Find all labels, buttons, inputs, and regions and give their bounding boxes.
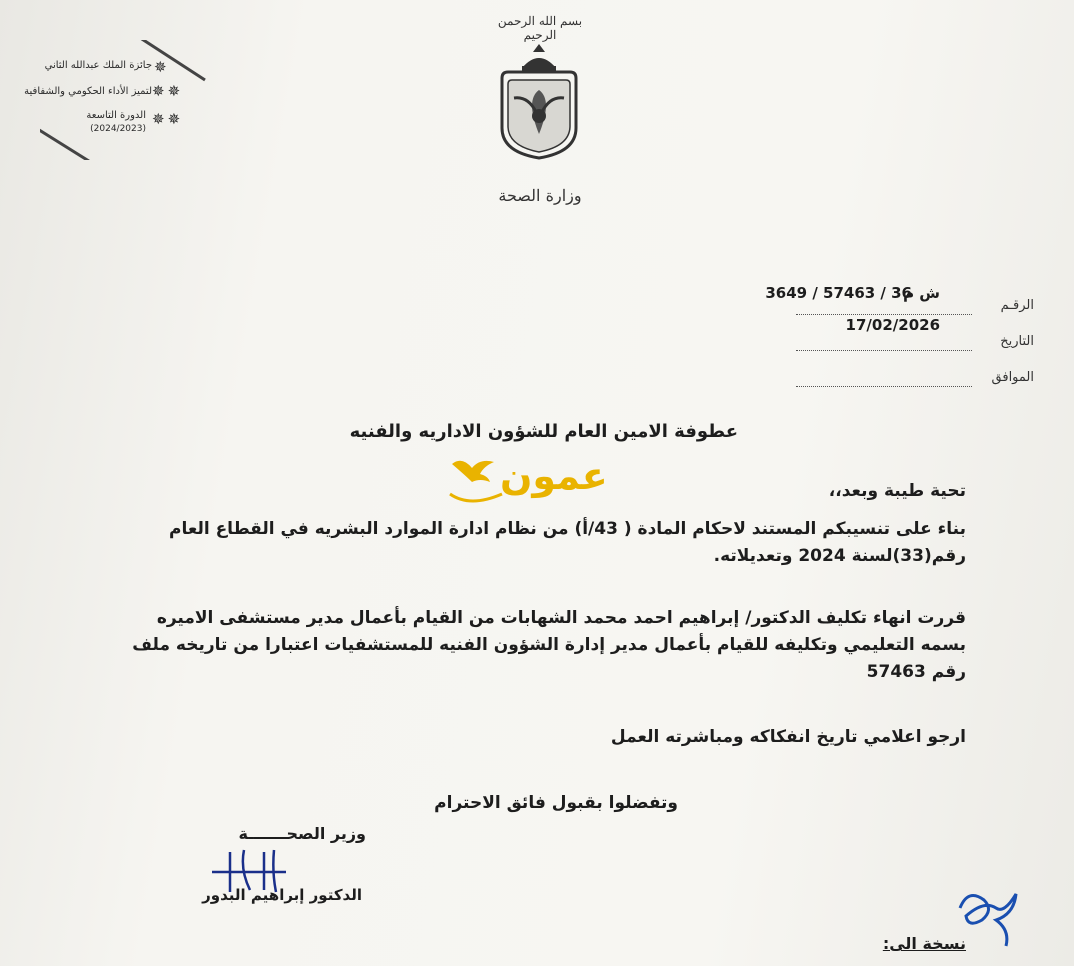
date-label: التاريخ bbox=[1000, 334, 1034, 349]
award-stripes-icon bbox=[40, 40, 230, 160]
star-icon: ✵✵ bbox=[152, 82, 184, 100]
coat-of-arms-icon bbox=[494, 38, 584, 160]
star-icon: ✵ bbox=[154, 58, 170, 76]
bird-icon bbox=[446, 450, 506, 506]
watermark-text: عمون bbox=[500, 454, 608, 498]
basis-line-1: بناء على تنسيبكم المستند لاحكام المادة ( 43/أ) من نظام ادارة الموارد البشريه في القطاع العام bbox=[169, 519, 966, 539]
decision-line-1: قررت انهاء تكليف الدكتور/ إبراهيم احمد محمد الشهابات من القيام بأعمال مدير مستشفى الاميره bbox=[156, 608, 966, 628]
basmala: بسم الله الرحمن الرحيم bbox=[497, 14, 583, 42]
reference-number-value: 3649 / 57463 / 36 bbox=[765, 284, 912, 302]
addressee: عطوفة الامين العام للشؤون الاداريه والفنيه bbox=[349, 421, 738, 442]
award-line-2: لتميز الأداء الحكومي والشفافية bbox=[24, 86, 152, 97]
signatory-title: وزير الصحـــــــة bbox=[238, 824, 366, 843]
signatory-name: الدكتور إبراهيم البدور bbox=[202, 886, 362, 904]
ministry-name: وزارة الصحة bbox=[498, 186, 582, 205]
award-line-3: الدورة التاسعة bbox=[86, 110, 146, 121]
date-field bbox=[734, 316, 1034, 352]
award-badge bbox=[24, 40, 230, 160]
dotted-line bbox=[796, 314, 972, 315]
decision-line-2: بسمه التعليمي وتكليفه للقيام بأعمال مدير إدارة الشؤون الفنيه للمستشفيات اعتبارا من تاريخه ملف bbox=[132, 635, 966, 655]
dotted-line bbox=[796, 350, 972, 351]
award-line-1: جائزة الملك عبدالله الثاني bbox=[44, 60, 152, 71]
corresponding-date-field bbox=[734, 362, 1034, 388]
date-value: 17/02/2026 bbox=[845, 316, 940, 334]
watermark-logo bbox=[446, 446, 632, 514]
request-line: ارجو اعلامي تاريخ انفكاكه ومباشرته العمل bbox=[610, 727, 966, 747]
reference-number-field bbox=[734, 284, 1034, 316]
greeting: تحية طيبة وبعد،، bbox=[828, 481, 966, 501]
dotted-line bbox=[796, 386, 972, 387]
reference-number-label: الرقـم bbox=[1000, 298, 1034, 313]
award-line-4: (2024/2023) bbox=[90, 124, 146, 134]
reference-number-prefix: ش م bbox=[903, 284, 940, 302]
copy-to-label: نسخة الى: bbox=[882, 934, 966, 953]
star-icon: ✵✵ bbox=[152, 110, 184, 128]
decision-line-3: رقم 57463 bbox=[866, 662, 966, 682]
closing-line: وتفضلوا بقبول فائق الاحترام bbox=[434, 793, 678, 813]
corresponding-label: الموافق bbox=[991, 370, 1034, 385]
basis-line-2: رقم(33)لسنة 2024 وتعديلاته. bbox=[713, 546, 966, 566]
